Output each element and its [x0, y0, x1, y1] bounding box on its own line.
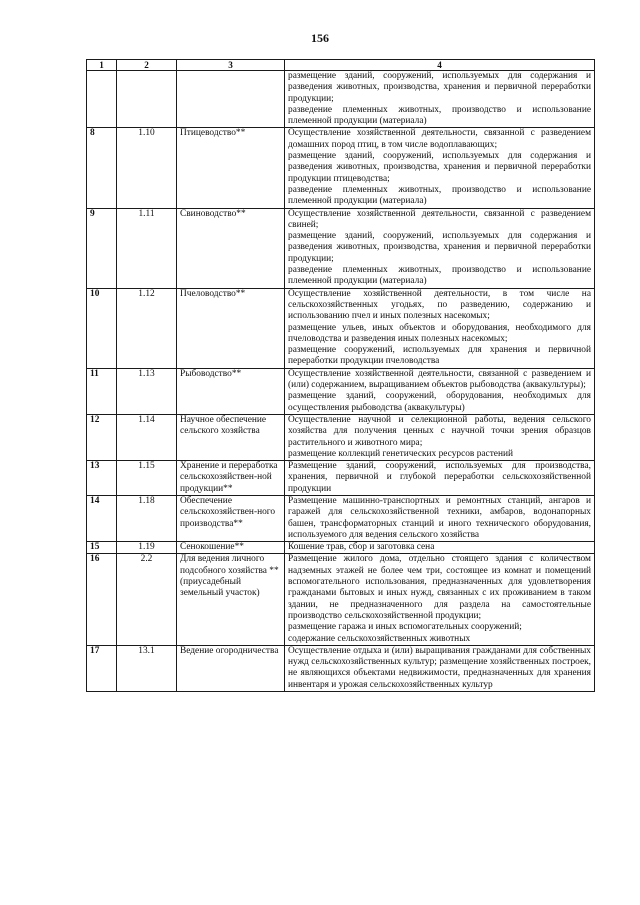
row-number-cell	[87, 71, 117, 128]
table-header-row	[87, 60, 595, 71]
row-code-cell: 1.14	[117, 414, 177, 460]
table-row	[87, 368, 595, 414]
description-paragraph: размещение зданий, сооружений, используемых для содержания и разведения животных, производства, хранения и первичной переработки продукции;	[288, 231, 591, 264]
row-description-cell	[285, 208, 595, 288]
row-name-cell: Обеспечение сельскохозяйствен-ного производства**	[177, 495, 285, 541]
row-description-cell	[285, 128, 595, 208]
row-description-cell	[285, 554, 595, 645]
description-paragraph: размещение зданий, сооружений, оборудования, необходимых для осуществления рыбоводства (аквакультуры)	[288, 391, 591, 413]
row-name-cell: Научное обеспечение сельского хозяйства	[177, 414, 285, 460]
row-number-cell: 17	[87, 645, 117, 691]
description-paragraph: размещение зданий, сооружений, используемых для содержания и разведения животных, производства, хранения и первичной переработки продукции птицеводства;	[288, 151, 591, 184]
row-number-cell: 11	[87, 368, 117, 414]
column-header-4: 4	[285, 60, 595, 71]
row-code-cell	[117, 71, 177, 128]
table-row	[87, 461, 595, 496]
row-number-cell: 10	[87, 288, 117, 368]
description-paragraph: размещение ульев, иных объектов и оборудования, необходимого для пчеловодства и разведения иных полезных насекомых;	[288, 322, 591, 344]
row-code-cell: 13.1	[117, 645, 177, 691]
column-header-2: 2	[117, 60, 177, 71]
row-name-cell: Рыбоводство**	[177, 368, 285, 414]
table-row	[87, 645, 595, 691]
row-name-cell: Пчеловодство**	[177, 288, 285, 368]
table-row	[87, 288, 595, 368]
row-description-cell	[285, 368, 595, 414]
row-description-cell	[285, 645, 595, 691]
row-code-cell: 1.13	[117, 368, 177, 414]
description-paragraph: Осуществление отдыха и (или) выращивания гражданами для собственных нужд сельскохозяйственных культур; размещение хозяйственных построек, не являющихся объектами недвижимости, предназначенных для хранения инвентаря и урожая сельскохозяйственных культур	[288, 645, 591, 690]
row-description-cell	[285, 414, 595, 460]
table-row	[87, 542, 595, 554]
row-code-cell: 1.18	[117, 495, 177, 541]
row-code-cell: 1.11	[117, 208, 177, 288]
description-paragraph: Размещение зданий, сооружений, используемых для производства, хранения, первичной и глубокой переработки сельскохозяйственной продукции	[288, 461, 591, 494]
row-code-cell: 1.10	[117, 128, 177, 208]
description-paragraph: разведение племенных животных, производство и использование племенной продукции (материала)	[288, 184, 591, 207]
row-name-cell	[177, 71, 285, 128]
row-description-cell	[285, 495, 595, 541]
description-paragraph: содержание сельскохозяйственных животных	[288, 633, 471, 644]
description-paragraph: разведение племенных животных, производство и использование племенной продукции (материала)	[288, 104, 591, 127]
row-number-cell: 13	[87, 461, 117, 496]
row-number-cell: 15	[87, 542, 117, 554]
page-number: 156	[311, 31, 329, 45]
row-code-cell: 1.12	[117, 288, 177, 368]
row-description-cell	[285, 288, 595, 368]
row-number-cell: 8	[87, 128, 117, 208]
table-body	[87, 71, 595, 692]
row-number-cell: 14	[87, 495, 117, 541]
table-row	[87, 495, 595, 541]
table-row	[87, 208, 595, 288]
row-name-cell: Свиноводство**	[177, 208, 285, 288]
row-name-cell: Ведение огородничества	[177, 645, 285, 691]
description-paragraph: Осуществление научной и селекционной работы, ведения сельского хозяйства для получения ценных с научной точки зрения образцов растительного и животного мира;	[288, 414, 591, 448]
row-description-cell	[285, 542, 595, 554]
description-paragraph: Размещение машинно-транспортных и ремонтных станций, ангаров и гаражей для сельскохозяйственной техники, амбаров, водонапорных башен, трансформаторных станций и иного технического оборудования, используемого для ведения сельского хозяйства	[288, 495, 591, 540]
description-paragraph: Осуществление хозяйственной деятельности, связанной с разведением домашних пород птиц, в том числе водоплавающих;	[288, 128, 591, 150]
row-name-cell: Для ведения личного подсобного хозяйства ** (приусадебный земельный участок)	[177, 554, 285, 645]
row-description-cell	[285, 461, 595, 496]
column-header-3: 3	[177, 60, 285, 71]
column-header-1: 1	[87, 60, 117, 71]
description-paragraph: Осуществление хозяйственной деятельности, связанной с разведением свиней;	[288, 208, 591, 230]
row-number-cell: 12	[87, 414, 117, 460]
description-paragraph: Размещение жилого дома, отдельно стоящего здания с количеством надземных этажей не более чем три, состоящее из комнат и помещений вспомогательного использования, предназначенных для удовлетворения гражданами бытовых и иных нужд, связанных с их проживанием в таком здании, не предназначенного для раздела на самостоятельные производство сельскохозяйственной продукции;	[288, 554, 591, 621]
row-number-cell: 9	[87, 208, 117, 288]
row-code-cell: 1.15	[117, 461, 177, 496]
table-row	[87, 71, 595, 128]
description-paragraph: размещение гаража и иных вспомогательных сооружений;	[288, 622, 522, 633]
table-row	[87, 414, 595, 460]
row-name-cell: Сенокошение**	[177, 542, 285, 554]
table-row	[87, 128, 595, 208]
table-row	[87, 554, 595, 645]
row-description-cell	[285, 71, 595, 128]
row-code-cell: 1.19	[117, 542, 177, 554]
description-paragraph: Осуществление хозяйственной деятельности, в том числе на сельскохозяйственных угодьях, по разведению, содержанию и использованию пчел и иных полезных насекомых;	[288, 288, 591, 322]
row-name-cell: Птицеводство**	[177, 128, 285, 208]
row-name-cell: Хранение и переработка сельскохозяйствен-ной продукции**	[177, 461, 285, 496]
description-paragraph: разведение племенных животных, производство и использование племенной продукции (материала)	[288, 265, 591, 287]
description-paragraph: Осуществление хозяйственной деятельности, связанной с разведением и (или) содержанием, выращиванием объектов рыбоводства (аквакультуры);	[288, 368, 591, 391]
description-paragraph: Кошение трав, сбор и заготовка сена	[288, 542, 435, 553]
row-number-cell: 16	[87, 554, 117, 645]
description-paragraph: размещение зданий, сооружений, используемых для содержания и разведения животных, производства, хранения и первичной переработки продукции;	[288, 71, 591, 104]
row-code-cell: 2.2	[117, 554, 177, 645]
description-paragraph: размещение коллекций генетических ресурсов растений	[288, 448, 514, 459]
description-paragraph: размещение сооружений, используемых для хранения и первичной переработки продукции пчеловодства	[288, 345, 591, 367]
land-use-table	[86, 59, 595, 692]
